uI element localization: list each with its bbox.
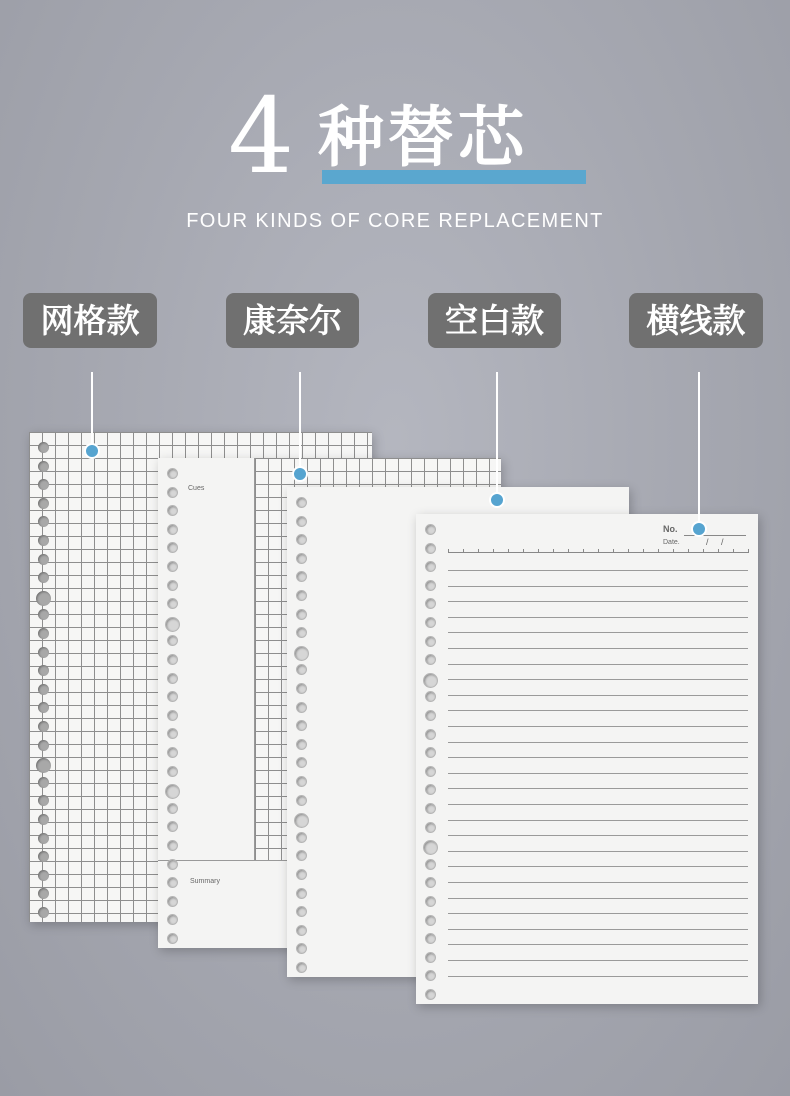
ruled-line	[448, 835, 748, 836]
ruler-tick	[718, 549, 719, 553]
tag-blank: 空白款	[428, 293, 561, 348]
binder-hole	[425, 654, 436, 665]
ruler-tick	[493, 549, 494, 553]
binder-hole	[167, 710, 178, 721]
binder-hole	[38, 665, 49, 676]
binder-hole	[296, 757, 307, 768]
binder-hole	[167, 728, 178, 739]
binder-hole	[38, 554, 49, 565]
binder-hole	[167, 747, 178, 758]
binder-hole	[423, 673, 438, 688]
ruled-line	[448, 679, 748, 680]
binder-hole	[165, 617, 180, 632]
ruler-tick	[658, 549, 659, 553]
binder-hole	[425, 598, 436, 609]
no-label: No.	[663, 524, 678, 534]
connector-blank	[496, 372, 498, 500]
binder-hole	[36, 591, 51, 606]
binder-hole	[425, 580, 436, 591]
binder-hole	[294, 646, 309, 661]
binder-hole	[167, 580, 178, 591]
binder-hole	[425, 524, 436, 535]
ruled-line	[448, 664, 748, 665]
binder-hole	[425, 747, 436, 758]
binder-hole	[165, 784, 180, 799]
binder-holes	[158, 458, 184, 948]
binder-hole	[425, 877, 436, 888]
binder-hole	[425, 784, 436, 795]
binder-hole	[167, 859, 178, 870]
binder-hole	[425, 952, 436, 963]
ruled-line	[448, 913, 748, 914]
ruled-line	[448, 929, 748, 930]
binder-hole	[38, 702, 49, 713]
page-subtitle: FOUR KINDS OF CORE REPLACEMENT	[186, 210, 604, 232]
binder-hole	[38, 907, 49, 918]
ruler-tick	[583, 549, 584, 553]
ruler-tick	[463, 549, 464, 553]
binder-hole	[425, 859, 436, 870]
ruled-line	[448, 601, 748, 602]
binder-hole	[167, 598, 178, 609]
binder-hole	[296, 888, 307, 899]
ruled-line	[448, 570, 748, 571]
ruler-tick	[508, 549, 509, 553]
ruled-line	[448, 976, 748, 977]
ruler-tick	[568, 549, 569, 553]
cues-label: Cues	[188, 485, 205, 492]
ruler-tick	[628, 549, 629, 553]
binder-hole	[167, 803, 178, 814]
binder-hole	[38, 498, 49, 509]
header	[0, 75, 790, 198]
binder-hole	[296, 627, 307, 638]
ruled-line	[448, 586, 748, 587]
ruler-tick	[613, 549, 614, 553]
binder-hole	[425, 766, 436, 777]
binder-hole	[425, 989, 436, 1000]
ruled-line	[448, 960, 748, 961]
connector-grid	[91, 372, 93, 450]
binder-hole	[425, 896, 436, 907]
binder-hole	[38, 721, 49, 732]
ruled-line	[448, 882, 748, 883]
binder-hole	[296, 869, 307, 880]
binder-hole	[38, 442, 49, 453]
binder-hole	[423, 840, 438, 855]
binder-hole	[38, 888, 49, 899]
tag-grid: 网格款	[23, 293, 157, 348]
binder-hole	[296, 925, 307, 936]
cornell-divider	[254, 458, 255, 860]
ruled-line	[448, 710, 748, 711]
binder-hole	[296, 497, 307, 508]
binder-hole	[296, 516, 307, 527]
binder-hole	[425, 915, 436, 926]
binder-hole	[296, 739, 307, 750]
binder-hole	[167, 561, 178, 572]
ruled-line	[448, 851, 748, 852]
binder-hole	[296, 534, 307, 545]
binder-hole	[38, 795, 49, 806]
binder-hole	[38, 740, 49, 751]
binder-hole	[425, 561, 436, 572]
binder-hole	[425, 617, 436, 628]
binder-holes	[29, 432, 55, 922]
binder-hole	[38, 684, 49, 695]
binder-hole	[38, 833, 49, 844]
ruled-line	[448, 648, 748, 649]
connector-lined	[698, 372, 700, 528]
ruler-tick	[733, 549, 734, 553]
binder-hole	[38, 777, 49, 788]
binder-hole	[425, 691, 436, 702]
binder-hole	[296, 553, 307, 564]
binder-hole	[167, 840, 178, 851]
binder-hole	[425, 636, 436, 647]
binder-hole	[425, 933, 436, 944]
connector-cornell	[299, 372, 301, 472]
binder-hole	[296, 720, 307, 731]
ruled-line	[448, 804, 748, 805]
binder-hole	[296, 683, 307, 694]
ruled-line	[448, 944, 748, 945]
binder-hole	[425, 710, 436, 721]
date-label: Date.	[663, 539, 680, 546]
binder-hole	[167, 896, 178, 907]
binder-hole	[167, 505, 178, 516]
summary-label: Summary	[190, 878, 220, 885]
binder-hole	[296, 795, 307, 806]
binder-hole	[167, 691, 178, 702]
ruled-line	[448, 898, 748, 899]
binder-hole	[167, 524, 178, 535]
lined-sheet	[416, 514, 758, 1004]
ruler-tick	[673, 549, 674, 553]
ruled-line	[448, 632, 748, 633]
binder-hole	[167, 914, 178, 925]
binder-hole	[38, 870, 49, 881]
ruler-tick	[688, 549, 689, 553]
binder-hole	[425, 729, 436, 740]
binder-hole	[38, 461, 49, 472]
binder-hole	[296, 571, 307, 582]
ruler-tick	[748, 549, 749, 553]
binder-hole	[38, 572, 49, 583]
tag-cornell: 康奈尔	[226, 293, 359, 348]
tag-lined: 横线款	[629, 293, 763, 348]
binder-hole	[296, 850, 307, 861]
binder-hole	[167, 654, 178, 665]
binder-hole	[296, 609, 307, 620]
binder-hole	[296, 832, 307, 843]
binder-hole	[167, 487, 178, 498]
binder-hole	[296, 906, 307, 917]
binder-hole	[36, 758, 51, 773]
binder-hole	[296, 590, 307, 601]
binder-hole	[38, 516, 49, 527]
binder-hole	[296, 664, 307, 675]
binder-hole	[167, 933, 178, 944]
ruled-line	[448, 695, 748, 696]
ruler-tick	[703, 549, 704, 553]
binder-hole	[38, 609, 49, 620]
ruled-line	[448, 866, 748, 867]
binder-hole	[167, 766, 178, 777]
binder-hole	[425, 822, 436, 833]
binder-hole	[425, 803, 436, 814]
binder-hole	[167, 468, 178, 479]
date-slashes: / /	[706, 537, 724, 547]
binder-hole	[296, 962, 307, 973]
ruled-line	[448, 742, 748, 743]
ruled-line	[448, 757, 748, 758]
binder-hole	[167, 635, 178, 646]
binder-hole	[38, 814, 49, 825]
ruled-line	[448, 773, 748, 774]
ruler-tick	[598, 549, 599, 553]
ruler-tick	[523, 549, 524, 553]
binder-hole	[294, 813, 309, 828]
page-title: 种替芯	[318, 99, 528, 176]
dot-grid	[84, 443, 100, 459]
dot-blank	[489, 492, 505, 508]
dot-lined	[691, 521, 707, 537]
binder-hole	[38, 851, 49, 862]
binder-hole	[167, 821, 178, 832]
binder-hole	[425, 543, 436, 554]
binder-hole	[167, 542, 178, 553]
ruled-line	[448, 726, 748, 727]
binder-hole	[38, 479, 49, 490]
ruler-tick	[448, 549, 449, 553]
ruler-tick	[553, 549, 554, 553]
binder-hole	[296, 702, 307, 713]
ruler-tick	[643, 549, 644, 553]
binder-holes	[416, 514, 442, 1004]
binder-hole	[296, 943, 307, 954]
title-number: 4	[228, 75, 295, 197]
binder-hole	[38, 628, 49, 639]
ruler-tick	[478, 549, 479, 553]
binder-hole	[38, 647, 49, 658]
ruled-line	[448, 820, 748, 821]
binder-hole	[296, 776, 307, 787]
binder-holes	[287, 487, 313, 977]
dot-cornell	[292, 466, 308, 482]
ruled-line	[448, 617, 748, 618]
binder-hole	[425, 970, 436, 981]
binder-hole	[167, 673, 178, 684]
binder-hole	[167, 877, 178, 888]
ruled-line	[448, 788, 748, 789]
ruler-tick	[538, 549, 539, 553]
binder-hole	[38, 535, 49, 546]
